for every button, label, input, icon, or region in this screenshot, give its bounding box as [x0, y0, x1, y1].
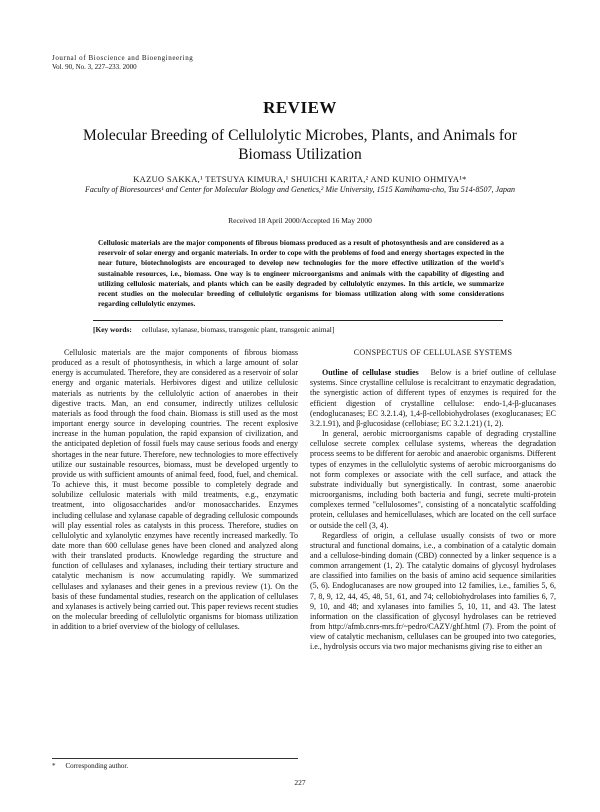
footnote [52, 758, 298, 770]
article-title: Molecular Breeding of Cellulolytic Microbes, Plants, and Animals for Biomass Utilization [83, 127, 517, 163]
outline-paragraph [310, 368, 556, 429]
footnote-marker: * [52, 762, 56, 770]
footnote-text: Corresponding author. [65, 762, 129, 770]
journal-volume: Vol. 90, No. 3, 227–233. 2000 [52, 63, 137, 71]
article-type-label: REVIEW [263, 98, 337, 117]
keywords-text: cellulase, xylanase, biomass, transgenic plant, transgenic animal] [141, 325, 335, 334]
aerobic-paragraph: In general, aerobic microorganisms capable of degrading crystalline cellulose secrete complex cellulase systems, whereas the degradation process seems to be different for aerobic and anaerobic organisms. Different types of enzymes in the cellulolytic systems of aerobic microorganisms do not form complexes or associate with the cell surface, and attack the substrate individually but synergistically. In contrast, some anaerobic microorganisms, including both bacteria and fungi, secrete multi-protein complexes termed "cellulosomes", consisting of a noncatalytic scaffolding protein, cellulases and hemicellulases, which are located on the cell surface or outside the cell (3, 4). [310, 429, 556, 530]
right-column [310, 348, 556, 653]
intro-paragraph: Cellulosic materials are the major components of fibrous biomass produced as a result of photosynthesis, in which a large amount of solar energy is accumulated. Therefore, they are considered as a reservoir of solar energy and organic materials. Herbivores digest and utilize cellulosic materials as nutrients by the cellulolytic action of anaerobes in their digestive tracts. Man, an end consumer, indirectly utilizes cellulosic materials as food through the food chain. Biomass is still used as the most important energy source in developing countries. The recent explosive increase in the human population, the rapid expansion of civilization, and the anticipated depletion of fossil fuels may cause serious foods and energy shortages in the near future. Therefore, new technologies to more effectively utilize our sustainable resources, biomass, must be developed urgently to provide us with sufficient amounts of animal feed, food, fuel, and chemical. To achieve this, it must become possible to completely degrade and solubilize cellulosic materials with mild treatments, e.g., enzymatic treatment, into oligosaccharides and/or monosaccharides. Enzymes including cellulase and xylanase capable of degrading cellulosic compounds will play essential roles as catalysts in this process. Therefore, studies on cellulolytic and xylanolytic enzymes have recently increased markedly. To date more than 600 cellulase genes have been cloned and analyzed along with their translated products. Knowledge regarding the structure and function of cellulases and xylanases, including their tertiary structure and catalytic mechanism is now accumulating rapidly. We summarized cellulases and xylanases and their genes in a previous review (1). On the basis of these fundamental studies, research on the application of cellulases and xylanases is actively being carried out. This paper reviews recent studies on the molecular breeding of cellulolytic organisms for biomass utilization in addition to a brief overview of the biology of cellulases. [52, 348, 298, 632]
outline-text: Below is a brief outline of cellulase systems. Since crystalline cellulose is recalcitrant to enzymatic degradation, the synergistic action of different types of enzymes is required for the efficient digestion of crystalline cellulose: endo-1,4-β-glucanases (endoglucanases; EC 3.2.1.4), 1,4-β-cellobiohydrolases (exoglucanases; EC 3.2.1.91), and β-glucosidase (cellobiase; EC 3.2.1.21) (1, 2). [310, 368, 557, 428]
journal-header [52, 54, 193, 72]
received-dates: Received 18 April 2000/Accepted 16 May 2000 [228, 216, 372, 225]
runin-heading: Outline of cellulase studies [322, 368, 419, 378]
affiliation: Faculty of Bioresources¹ and Center for Molecular Biology and Genetics,² Mie University, 1515 Kamihama-cho, Tsu 514-8507, Japan [84, 185, 516, 194]
keywords [93, 320, 503, 334]
keywords-label: [Key words: [93, 325, 132, 334]
domains-paragraph: Regardless of origin, a cellulase usually consists of two or more structural and functional domains, i.e., a combination of a catalytic domain and a cellulose-binding domain (CBD) connected by a linker sequence is a common arrangement (1, 2). The catalytic domains of glycosyl hydrolases are classified into families on the basis of amino acid sequence similarities (5, 6). Endoglucanases are now grouped into 12 families, i.e., families 5, 6, 7, 8, 9, 12, 44, 45, 48, 51, 61, and 74; cellobiohydrolases into families 6, 7, 9, 10, and 48; and xylanases into families 5, 10, 11, and 43. The latest information on the classification of glycosyl hydrolases can be retrieved from http://afmb.cnrs-mrs.fr/~pedro/CAZY/ghf.html (7). From the point of view of catalytic mechanism, cellulases can be grouped into two categories, i.e., hydrolysis occurs via two major mechanisms giving rise to either an [310, 530, 556, 652]
journal-name: Journal of Bioscience and Bioengineering [52, 54, 194, 62]
section-heading: CONSPECTUS OF CELLULASE SYSTEMS [353, 348, 513, 357]
author-list: KAZUO SAKKA,¹ TETSUYA KIMURA,¹ SHUICHI KARITA,² AND KUNIO OHMIYA¹* [133, 174, 467, 184]
left-column [52, 348, 298, 632]
page-number: 227 [294, 778, 306, 787]
abstract: Cellulosic materials are the major components of fibrous biomass produced as a result of photosynthesis and are considered as a reservoir of solar energy and organic materials. In order to cope with the problems of food and energy shortages expected in the near future, biotechnologists are encouraged to develop new technologies for the more effective utilization of the world's sustainable resources, i.e., biomass. One way is to engineer microorganisms and animals with the capability of digesting and utilizing cellulosic materials, and plants which can be easily degraded by cellulolytic enzymes. In this article, we summarize recent studies on the molecular breeding of cellulolytic organisms for biomass utilization along with some considerations regarding cellulolytic enzymes. [98, 238, 504, 309]
